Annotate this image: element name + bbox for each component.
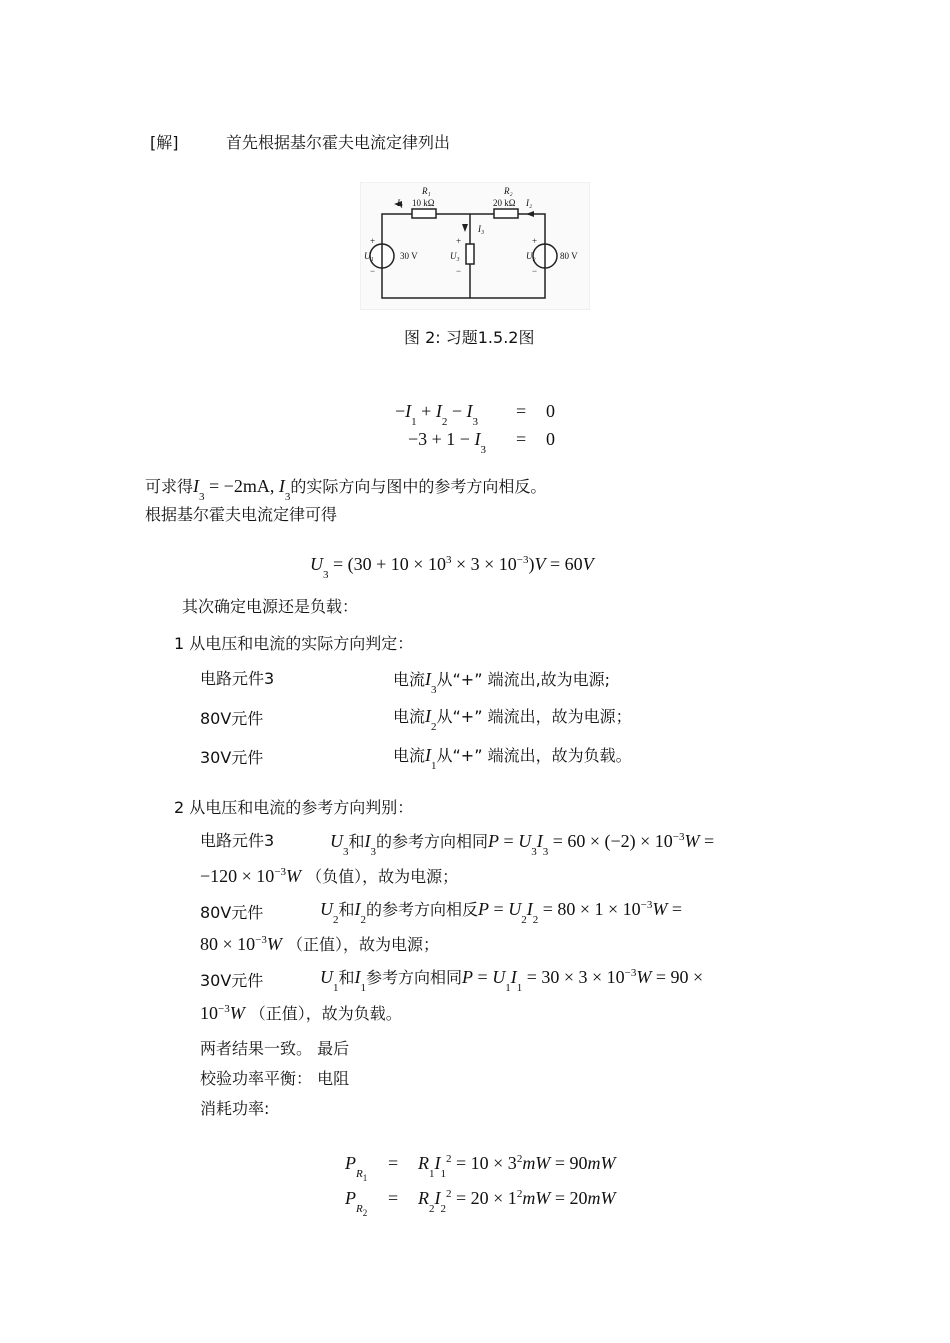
resistor-r2: [494, 209, 518, 218]
element-3: [466, 244, 474, 264]
label-u2: U₂: [526, 251, 536, 261]
power-eq-1-equals: =: [388, 1153, 399, 1173]
label-i2: I₂: [526, 198, 533, 208]
s1-row2-name: 80V元件: [200, 709, 264, 728]
s2-row2-line2: $80 \times 10^{-3}W$ （正值），故为电源；: [200, 934, 439, 954]
plus-u1: +: [370, 236, 376, 246]
section-intro: 其次确定电源还是负载：: [182, 597, 359, 616]
s2-row3-line2: $10^{-3}W$ （正值），故为负载。: [200, 1003, 402, 1023]
kvl-intro: 根据基尔霍夫电流定律可得: [145, 505, 338, 524]
power-eq-1-rhs: $R_1I_1^2 = 10 \times 3^2mW = 90mW$: [418, 1153, 616, 1180]
s1-row3-desc: 电流$I_1$从“+” 端流出，故为负载。: [393, 745, 632, 772]
s1-row3-name: 30V元件: [200, 748, 264, 767]
label-u3: U₃: [450, 251, 460, 261]
s2-row3-desc: $U_1$和$I_1$参考方向相同$P = U_1I_1 = 30 \times 3 \times 10^{-3}W = 90$ ×: [320, 967, 704, 994]
solution-tag: [解]: [150, 133, 179, 152]
minus-u2: −: [532, 266, 538, 276]
resistor-r1: [412, 209, 436, 218]
closing-line-2: 校验功率平衡： 电阻: [200, 1069, 350, 1088]
closing-line-1: 两者结果一致。 最后: [200, 1039, 350, 1058]
label-i1: I₁: [397, 198, 404, 208]
power-eq-2-lhs: $P_{R2}$: [345, 1188, 368, 1218]
plus-u3: +: [456, 236, 462, 246]
minus-u1: −: [370, 266, 376, 276]
label-r1-value: 10 kΩ: [412, 198, 435, 208]
intro-text: 首先根据基尔霍夫电流定律列出: [226, 133, 451, 152]
label-30v: 30 V: [400, 251, 418, 261]
s1-row1-desc: 电流$I_3$从“+” 端流出,故为电源;: [393, 669, 611, 696]
label-80v: 80 V: [560, 251, 578, 261]
section-1-heading: 1 从电压和电流的实际方向判定：: [174, 634, 414, 653]
label-u1: U₁: [364, 251, 374, 261]
s2-row1-desc: $U_3$和$I_3$的参考方向相同$P = U_3I_3 = 60 \times (-2) \times 10^{-3}W$ =: [330, 831, 715, 858]
section-2-heading: 2 从电压和电流的参考方向判别：: [174, 798, 414, 817]
kcl-eq1-rhs: 0: [546, 401, 555, 421]
s2-row2-desc: $U_2$和$I_2$的参考方向相反$P = U_2I_2 = 80 \times 1 \times 10^{-3}W$ =: [320, 899, 683, 926]
s1-row1-name: 电路元件3: [200, 669, 275, 688]
s2-row3-name: 30V元件: [200, 971, 264, 990]
plus-u2: +: [532, 236, 538, 246]
s1-row2-desc: 电流$I_2$从“+” 端流出，故为电源；: [393, 706, 632, 733]
figure-frame: [360, 182, 590, 310]
s2-row1-name: 电路元件3: [200, 831, 275, 850]
power-eq-2-rhs: $R_2I_2^2 = 20 \times 1^2mW = 20mW$: [418, 1188, 616, 1215]
result-line: 可求得$I_3 = -2mA$, $I_3$的实际方向与图中的参考方向相反。: [145, 476, 547, 503]
closing-line-3: 消耗功率:: [200, 1099, 270, 1118]
circuit-diagram: [360, 182, 590, 310]
s2-row2-name: 80V元件: [200, 903, 264, 922]
kcl-equation-1: $-I_1 + I_2 - I_3$: [395, 401, 478, 428]
label-r1: R₁: [422, 186, 431, 196]
u3-equation: $U_3 = (30 + 10 \times 10^3 \times 3 \times 10^{-3})V = 60V$: [310, 554, 594, 581]
minus-u3: −: [456, 266, 462, 276]
figure-caption: 图 2: 习题1.5.2图: [404, 328, 535, 347]
power-eq-2-equals: =: [388, 1188, 399, 1208]
kcl-eq2-equals: =: [516, 429, 527, 449]
label-i3: I₃: [478, 224, 485, 234]
kcl-eq1-equals: =: [516, 401, 527, 421]
kcl-eq2-rhs: 0: [546, 429, 555, 449]
s2-row1-line2: $-120 \times 10^{-3}W$ （负值），故为电源；: [200, 866, 459, 886]
kcl-equation-2: $-3 + 1 - I_3$: [408, 429, 486, 456]
label-r2: R₂: [504, 186, 513, 196]
power-eq-1-lhs: $P_{R1}$: [345, 1153, 368, 1183]
label-r2-value: 20 kΩ: [493, 198, 516, 208]
